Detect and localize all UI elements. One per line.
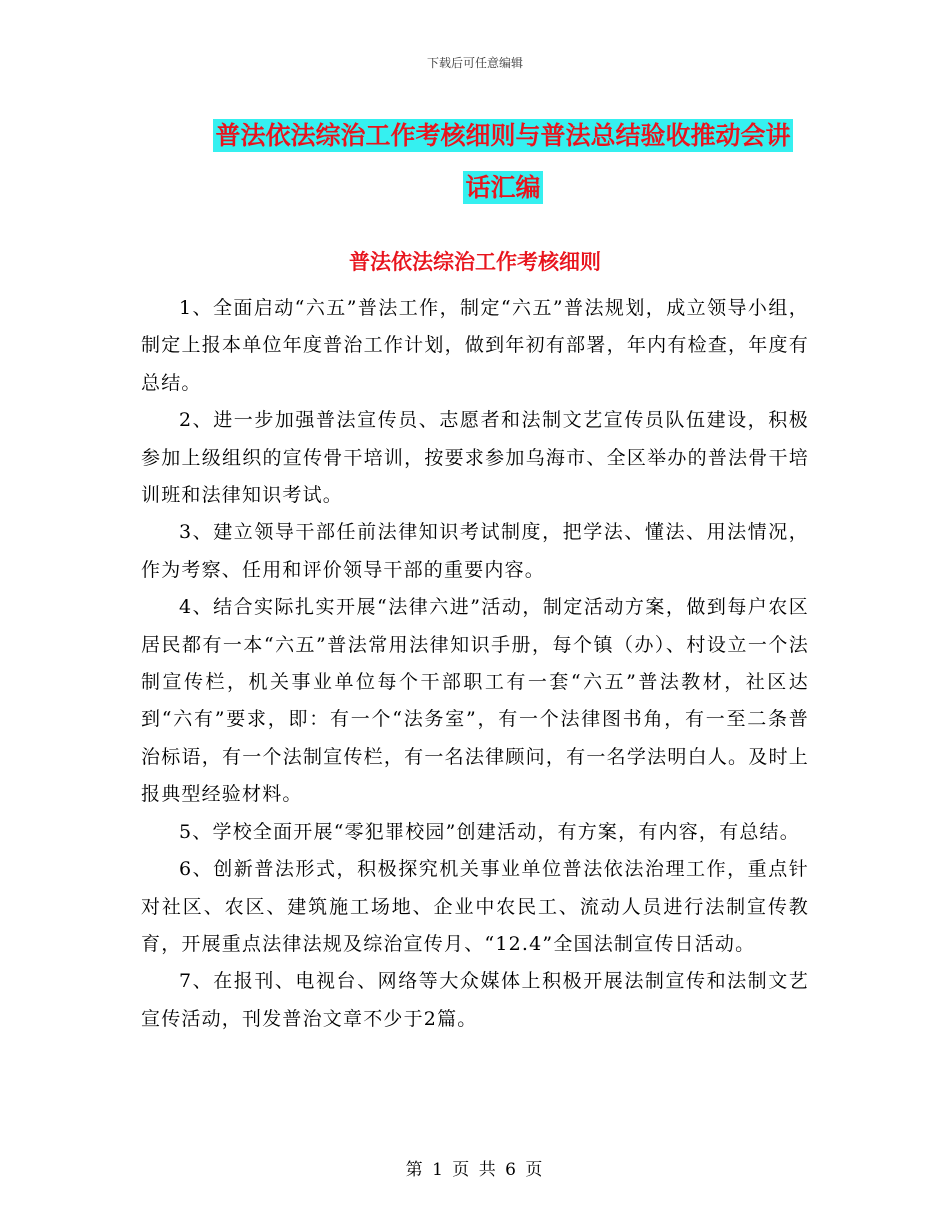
paragraph-2: 2、进一步加强普法宣传员、志愿者和法制文艺宣传员队伍建设，积极参加上级组织的宣传骨干培训，按要求参加乌海市、全区举办的普法骨干培训班和法律知识考试。 bbox=[141, 409, 809, 507]
paragraph-4: 4、结合实际扎实开展“法律六进”活动，制定活动方案，做到每户农区居民都有一本“六五”普法常用法律知识手册，每个镇（办）、村设立一个法制宣传栏，机关事业单位每个干部职工有一套“六五”普法教材，社区达到“六有”要求，即：有一个“法务室”，有一个法律图书角，有一至二条普治标语，有一个法制宣传栏，有一名法律顾问，有一名学法明白人。及时上报典型经验材料。 bbox=[141, 596, 809, 806]
section-title: 普法依法综治工作考核细则 bbox=[349, 250, 601, 274]
document-body bbox=[141, 290, 809, 1038]
document-title bbox=[188, 110, 818, 214]
document-title-line-2 bbox=[188, 162, 818, 214]
page-header-note: 下载后可任意编辑 bbox=[426, 56, 523, 70]
paragraph-6: 6、创新普法形式，积极探究机关事业单位普法依法治理工作，重点针对社区、农区、建筑施工场地、企业中农民工、流动人员进行法制宣传教育，开展重点法律法规及综治宣传月、“12.4”全国法制宣传日活动。 bbox=[141, 858, 809, 955]
title-highlight-2: 话汇编 bbox=[465, 173, 541, 202]
paragraph-5: 5、学校全面开展“零犯罪校园”创建活动，有方案，有内容，有总结。 bbox=[179, 820, 800, 843]
title-highlight-1: 普法依法综治工作考核细则与普法总结验收推动会讲 bbox=[215, 121, 791, 150]
paragraph-7: 7、在报刊、电视台、网络等大众媒体上积极开展法制宣传和法制文艺宣传活动，刊发普治文章不少于2篇。 bbox=[141, 970, 809, 1030]
paragraph-3: 3、建立领导干部任前法律知识考试制度，把学法、懂法、用法情况，作为考察、任用和评价领导干部的重要内容。 bbox=[141, 521, 809, 581]
document-title-line-1 bbox=[188, 110, 818, 162]
page-footer: 第 1 页 共 6 页 bbox=[405, 1160, 545, 1180]
paragraph-1: 1、全面启动“六五”普法工作，制定“六五”普法规划，成立领导小组，制定上报本单位年度普治工作计划，做到年初有部署，年内有检查，年度有总结。 bbox=[141, 297, 809, 394]
